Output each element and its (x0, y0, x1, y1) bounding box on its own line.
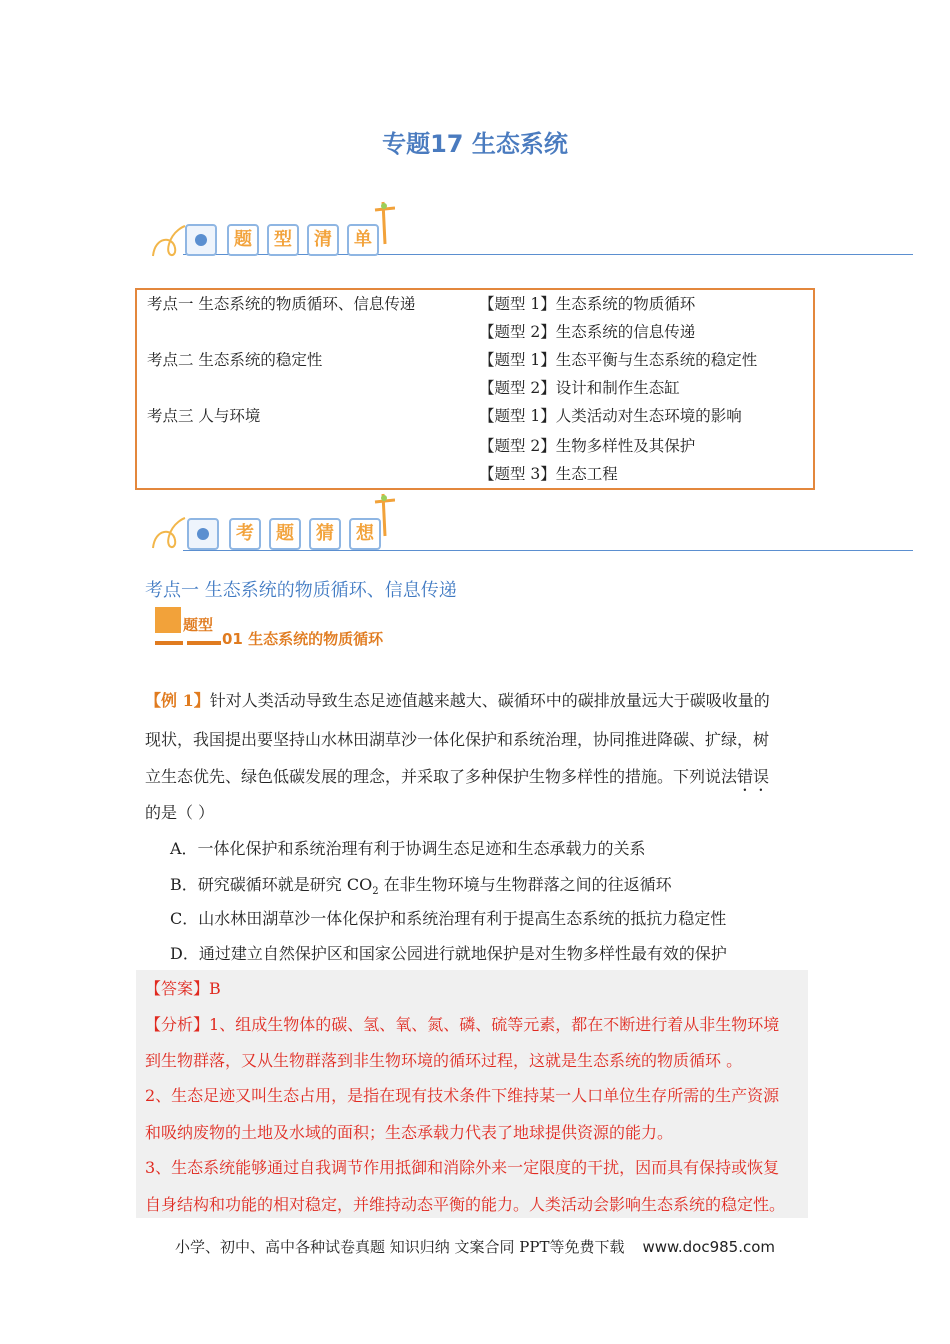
analysis-line: 到生物群落，又从生物群落到非生物环境的循环过程，这就是生态系统的物质循环 。 (145, 1051, 743, 1070)
option-d: D．通过建立自然保护区和国家公园进行就地保护是对生物多样性最有效的保护 (170, 944, 727, 963)
option-b-subscript: 2 (372, 886, 379, 898)
example-text: 针对人类活动导致生态足迹值越来越大、碳循环中的碳排放量远大于碳吸收量的 (209, 691, 770, 710)
page-footer (0, 1236, 950, 1257)
summary-point: 考点三 人与环境 (147, 407, 261, 425)
summary-point: 考点二 生态系统的稳定性 (147, 351, 323, 369)
analysis-line: 3、生态系统能够通过自我调节作用抵御和消除外来一定限度的干扰，因而具有保持或恢复 (145, 1158, 780, 1177)
banner-char: 考 (229, 518, 261, 550)
answer-label: 【答案】 (145, 979, 210, 998)
example-line (145, 688, 770, 711)
analysis-text: 1、组成生物体的碳、氢、氧、氮、磷、硫等元素，都在不断进行着从非生物环境 (209, 1015, 780, 1034)
banner-char: 题 (227, 224, 259, 256)
section-heading: 考点一 生态系统的物质循环、信息传递 (145, 580, 457, 601)
analysis-line: 自身结构和功能的相对稳定，并维持动态平衡的能力。人类活动会影响生态系统的稳定性。 (145, 1195, 786, 1214)
summary-type: 【题型 1】生态系统的物质循环 (479, 295, 696, 313)
banner-char: 单 (347, 224, 379, 256)
summary-type: 【题型 2】设计和制作生态缸 (479, 379, 680, 397)
banner-char: 型 (267, 224, 299, 256)
badge-word: 题型 (183, 616, 214, 634)
banner-char: 猜 (309, 518, 341, 550)
banner-badge-icon (187, 518, 219, 550)
banner-char: 题 (269, 518, 301, 550)
emphasis-word: 错误 (737, 767, 770, 786)
answer-value: B (209, 979, 221, 998)
example-label: 【例 1】 (145, 691, 210, 710)
answer-line (145, 976, 221, 999)
analysis-line: 和吸纳废物的土地及水域的面积；生态承载力代表了地球提供资源的能力。 (145, 1123, 674, 1142)
analysis-line: 2、生态足迹又叫生态占用，是指在现有技术条件下维持某一人口单位生存所需的生产资源 (145, 1086, 780, 1105)
analysis-line (145, 1012, 779, 1035)
summary-type: 【题型 2】生物多样性及其保护 (479, 437, 696, 455)
analysis-label: 【分析】 (145, 1015, 210, 1034)
example-line: 的是（ ） (145, 803, 215, 822)
example-line: 现状，我国提出要坚持山水林田湖草沙一体化保护和系统治理，协同推进降碳、扩绿，树 (145, 730, 770, 749)
summary-type: 【题型 3】生态工程 (479, 465, 618, 483)
option-c: C．山水林田湖草沙一体化保护和系统治理有利于提高生态系统的抵抗力稳定性 (170, 909, 727, 928)
summary-point: 考点一 生态系统的物质循环、信息传递 (147, 295, 416, 313)
badge-square-icon (155, 607, 181, 633)
question-type-title: 01 生态系统的物质循环 (222, 630, 384, 648)
option-b (170, 872, 672, 897)
banner-char: 清 (307, 224, 339, 256)
banner-badge-icon (185, 224, 217, 256)
question-type-summary-table (135, 288, 815, 490)
option-a: A．一体化保护和系统治理有利于协调生态足迹和生态承载力的关系 (170, 839, 646, 858)
footer-text: 小学、初中、高中各种试卷真题 知识归纳 文案合同 PPT等免费下载 (174, 1238, 625, 1256)
banner-exam-guess (145, 488, 913, 558)
page-title: 专题17 生态系统 (382, 130, 568, 158)
example-text: 立生态优先、绿色低碳发展的理念，并采取了多种保护生物多样性的措施。下列说法 (145, 767, 738, 786)
banner-question-type-list (145, 196, 913, 266)
option-b-text: B．研究碳循环就是研究 CO (170, 875, 373, 894)
summary-type: 【题型 1】人类活动对生态环境的影响 (479, 407, 742, 425)
banner-char: 想 (349, 518, 381, 550)
option-b-text: 在非生物环境与生物群落之间的往返循环 (378, 875, 672, 894)
example-line (145, 764, 769, 795)
summary-type: 【题型 2】生态系统的信息传递 (479, 323, 696, 341)
footer-url[interactable]: www.doc985.com (642, 1238, 776, 1256)
summary-type: 【题型 1】生态平衡与生态系统的稳定性 (479, 351, 758, 369)
